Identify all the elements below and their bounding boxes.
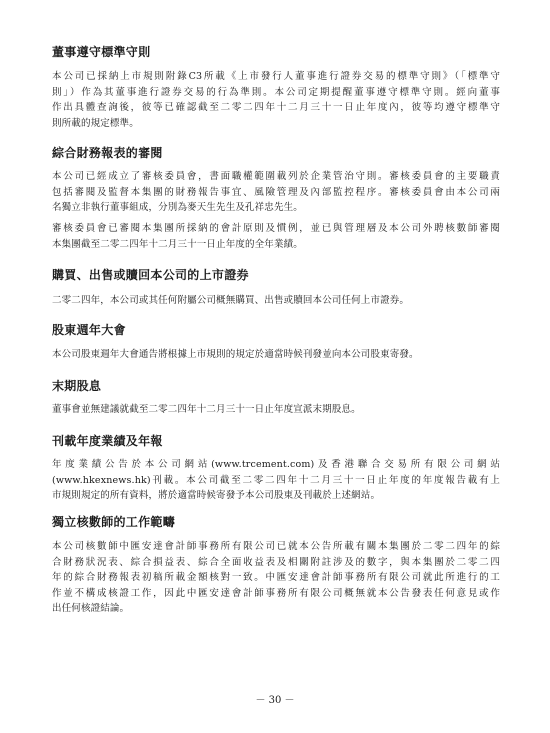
text-line: 市規則規定的所有資料，將於適當時候寄發予本公司股東及刊載於上述網站。 [52, 490, 381, 501]
paragraph [52, 293, 500, 309]
text-line: 本公司股東週年大會通告將根據上市規則的規定於適當時候刊發並向本公司股東寄發。 [52, 349, 419, 360]
text-line: 本公司核數師中匯安達會計師事務所有限公司已就本公告所載有關本集團於二零二四年的綜 [52, 541, 500, 552]
text-line: 作並不構成核證工作，因此中匯安達會計師事務所有限公司概無就本公告發表任何意見或作 [52, 587, 500, 599]
paragraph [52, 457, 500, 504]
text-line: 本公司已經成立了審核委員會，書面職權範圍載列於企業管治守則。審核委員會的主要職責 [52, 171, 500, 182]
paragraph [52, 169, 500, 216]
text-line: 本公司已採納上市規則附錄C3所載《上市發行人董事進行證券交易的標準守則》（「標準守 [52, 71, 500, 82]
paragraph [52, 347, 500, 363]
text-line: 包括審閱及監督本集團的財務報告事宜、風險管理及內部監控程序。審核委員會由本公司兩 [52, 186, 500, 198]
text-line: 董事會並無建議就截至二零二四年十二月三十一日止年度宣派末期股息。 [52, 404, 361, 415]
text-line: 年的綜合財務報表初稿所載金額核對一致。中匯安達會計師事務所有限公司就此所進行的工 [52, 572, 500, 583]
text-line: 本集團截至二零二四年十二月三十一日止年度的全年業績。 [52, 238, 303, 250]
text-line: 則所載的規定標準。 [52, 117, 139, 129]
paragraph [52, 69, 500, 131]
text-line: 合財務狀況表、綜合損益表、綜合全面收益表及相關附註涉及的數字，與本集團於二零二四 [52, 556, 500, 568]
paragraph [52, 221, 500, 252]
section-heading: 獨立核數師的工作範疇 [52, 515, 176, 529]
text-line: 年度業績公告於本公司網站(www.trcement.com)及香港聯合交易所有限公司網站 [52, 459, 500, 470]
page-number: － 30 － [255, 695, 295, 706]
section-heading: 股東週年大會 [52, 323, 126, 337]
text-line: 名獨立非執行董事組成，分別為麥天生先生及孔祥忠先生。 [52, 202, 303, 213]
text-line: 二零二四年，本公司或其任何附屬公司概無購買、出售或贖回本公司任何上市證券。 [52, 295, 410, 306]
text-line: 審核委員會已審閱本集團所採納的會計原則及慣例，並已與管理層及本公司外聘核數師審閱 [52, 223, 500, 234]
paragraph [52, 539, 500, 617]
text-line: 則」）作為其董事進行證券交易的行為準則。本公司定期提醒董事遵守標準守則。經向董事 [52, 86, 500, 98]
paragraph [52, 402, 500, 418]
section-heading: 董事遵守標準守則 [52, 45, 151, 59]
section-heading: 綜合財務報表的審閱 [52, 146, 163, 160]
text-line: 作出具體查詢後，彼等已確認截至二零二四年十二月三十一日止年度內，彼等均遵守標準守 [52, 102, 500, 113]
text-line: (www.hkexnews.hk)刊載。本公司截至二零二四年十二月三十一日止年度的年度報告載有上 [52, 474, 500, 486]
section-heading: 刊載年度業績及年報 [52, 434, 163, 448]
text-line: 出任何核證結論。 [52, 603, 130, 614]
section-heading: 末期股息 [52, 379, 102, 393]
section-heading: 購買、出售或贖回本公司的上市證券 [52, 268, 249, 282]
